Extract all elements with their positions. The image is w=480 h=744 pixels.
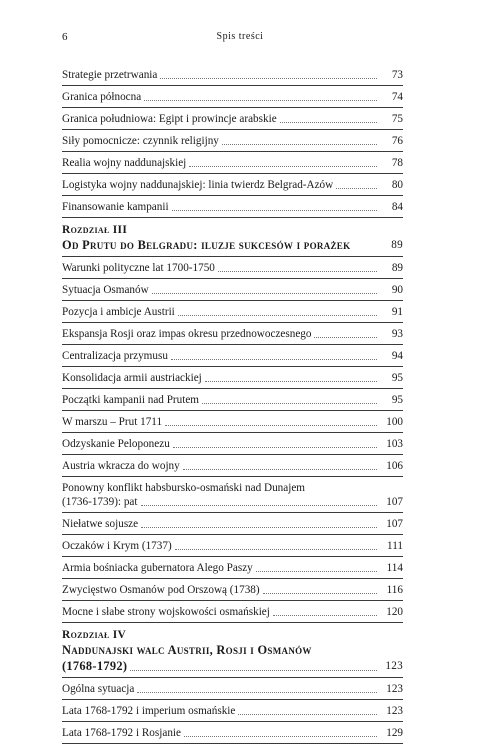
- toc-entry-title: Strategie przetrwania: [62, 69, 158, 81]
- dot-leader: [256, 571, 377, 572]
- dot-leader: [314, 337, 377, 338]
- chapter-heading-3: [62, 218, 403, 257]
- dot-leader: [280, 122, 377, 123]
- chapter-title-row: [62, 237, 403, 253]
- dot-leader: [218, 271, 377, 272]
- toc-entry: [62, 64, 403, 86]
- toc-entry-title: Realia wojny naddunajskiej: [62, 157, 187, 169]
- toc-entry-title: Granica południowa: Egipt i prowincje arabskie: [62, 113, 277, 125]
- toc-entry-page: 94: [391, 350, 403, 362]
- dot-leader: [205, 381, 377, 382]
- toc-entry-page: 107: [386, 518, 403, 530]
- toc-entry-page: 116: [386, 584, 403, 596]
- toc-section-2b: [62, 513, 403, 623]
- toc-entry-title: Konsolidacja armii austriackiej: [62, 372, 202, 384]
- toc-entry-page: 89: [391, 262, 403, 274]
- toc-entry-title: Oczaków i Krym (1737): [62, 540, 172, 552]
- chapter-label: Rozdział III: [62, 224, 128, 236]
- toc-entry-title: Warunki polityczne lat 1700-1750: [62, 262, 215, 274]
- toc-entry-page: 103: [386, 438, 403, 450]
- toc-entry-title: Finansowanie kampanii: [62, 201, 169, 213]
- toc-entry-page: 90: [391, 284, 403, 296]
- toc-entry: [62, 152, 403, 174]
- toc-entry-title: Lata 1768-1792 i Rosjanie: [62, 727, 181, 739]
- toc-entry: [62, 86, 403, 108]
- toc-entry: [62, 279, 403, 301]
- toc-entry-title: Siły pomocnicze: czynnik religijny: [62, 135, 219, 147]
- dot-leader: [202, 403, 377, 404]
- toc-entry-page: 91: [391, 306, 403, 318]
- toc-entry-title: Niełatwe sojusze: [62, 518, 139, 530]
- toc-entry-page: 100: [386, 416, 403, 428]
- page-header: [0, 31, 480, 47]
- dot-leader: [175, 549, 377, 550]
- toc-entry-page: 120: [386, 606, 403, 618]
- dot-leader: [183, 469, 377, 470]
- toc-entry-title: Ponowny konflikt habsbursko-osmański nad Dunajem: [62, 482, 305, 494]
- toc-entry: [62, 411, 403, 433]
- toc-entry: [62, 535, 403, 557]
- toc-entry-title: Logistyka wojny naddunajskiej: linia twierdz Belgrad-Azów: [62, 179, 334, 191]
- chapter-title: Naddunajski walc Austrii, Rosji i Osmanów: [62, 643, 312, 657]
- toc-entry: [62, 389, 403, 411]
- toc-entry-title: Austria wkracza do wojny: [62, 460, 180, 472]
- dot-leader: [178, 315, 377, 316]
- toc-entry-title: Ogólna sytuacja: [62, 683, 135, 695]
- toc-entry: [62, 433, 403, 455]
- toc-entry-title-cont: (1736-1739): pat: [62, 496, 138, 508]
- chapter-heading-4: [62, 623, 403, 678]
- dot-leader: [238, 714, 377, 715]
- toc-entry: [62, 455, 403, 477]
- dot-leader: [165, 425, 377, 426]
- toc-entry: [62, 557, 403, 579]
- toc-entry-page: 73: [391, 69, 403, 81]
- toc-entry-title: Granica północna: [62, 91, 142, 103]
- toc-entry: [62, 323, 403, 345]
- chapter-label: Rozdział IV: [62, 629, 127, 641]
- toc-entry: [62, 345, 403, 367]
- toc-entry-title: Ekspansja Rosji oraz impas okresu przednowoczesnego: [62, 328, 312, 340]
- toc-entry-title: W marszu – Prut 1711: [62, 416, 163, 428]
- toc-entry-page: 76: [391, 135, 403, 147]
- toc-entry-title: Mocne i słabe strony wojskowości osmańskiej: [62, 606, 270, 618]
- dot-leader: [141, 505, 378, 506]
- chapter-title-row-2: [62, 658, 403, 674]
- dot-leader: [137, 692, 377, 693]
- running-head: Spis treści: [216, 31, 264, 42]
- toc-entry-page: 107: [386, 496, 403, 508]
- dot-leader: [130, 670, 377, 671]
- dot-leader: [173, 447, 377, 448]
- toc-entry: [62, 700, 403, 722]
- page-number: 6: [62, 31, 68, 43]
- chapter-page: 123: [385, 660, 403, 672]
- dot-leader: [172, 210, 377, 211]
- toc-entry-title: Odzyskanie Peloponezu: [62, 438, 170, 450]
- toc-entry-title: Pozycja i ambicje Austrii: [62, 306, 175, 318]
- dot-leader: [184, 736, 377, 737]
- toc-entry-page: 80: [391, 179, 403, 191]
- toc-entry-page: 114: [386, 562, 403, 574]
- dot-leader: [222, 144, 377, 145]
- dot-leader: [141, 527, 377, 528]
- toc-entry-page: 75: [391, 113, 403, 125]
- toc-entry-page: 84: [391, 201, 403, 213]
- toc-entry-page: 123: [386, 683, 403, 695]
- toc-entry: [62, 301, 403, 323]
- chapter-title-row: [62, 642, 403, 658]
- toc-entry-page: 123: [386, 705, 403, 717]
- toc-entry: [62, 722, 403, 744]
- toc-section-2a: [62, 257, 403, 477]
- toc-entry-page: 106: [386, 460, 403, 472]
- toc-entry: [62, 367, 403, 389]
- toc-entry-page: 129: [386, 727, 403, 739]
- dot-leader: [336, 188, 377, 189]
- toc-section-3: [62, 678, 403, 744]
- toc-section-1: [62, 64, 403, 218]
- toc-entry: [62, 108, 403, 130]
- toc-entry-page: 111: [387, 540, 403, 552]
- toc-entry: [62, 130, 403, 152]
- toc-entry-page: 95: [391, 394, 403, 406]
- dot-leader: [273, 615, 377, 616]
- dot-leader: [171, 359, 377, 360]
- toc-entry-title: Początki kampanii nad Prutem: [62, 394, 200, 406]
- toc-entry: [62, 601, 403, 623]
- toc-entry-page: 74: [391, 91, 403, 103]
- chapter-title: Od Prutu do Belgradu: iluzje sukcesów i porażek: [62, 238, 351, 252]
- toc-entry: [62, 477, 403, 513]
- toc-entry-title: Sytuacja Osmanów: [62, 284, 149, 296]
- toc-entry: [62, 257, 403, 279]
- toc-entry: [62, 196, 403, 218]
- toc-entry: [62, 579, 403, 601]
- dot-leader: [160, 78, 377, 79]
- dot-leader: [263, 593, 377, 594]
- toc-entry-page: 78: [391, 157, 403, 169]
- toc-entry-title: Zwycięstwo Osmanów pod Orszową (1738): [62, 584, 260, 596]
- dot-leader: [189, 166, 377, 167]
- toc-entry-page: 95: [391, 372, 403, 384]
- toc-entry: [62, 174, 403, 196]
- dot-leader: [152, 293, 377, 294]
- toc-entry-page: 93: [391, 328, 403, 340]
- toc-entry: [62, 513, 403, 535]
- toc-entry: [62, 678, 403, 700]
- dot-leader: [144, 100, 377, 101]
- table-of-contents: [62, 64, 403, 744]
- toc-entry-title: Lata 1768-1792 i imperium osmańskie: [62, 705, 236, 717]
- chapter-page: 89: [391, 239, 403, 251]
- toc-entry-title: Centralizacja przymusu: [62, 350, 168, 362]
- chapter-title-cont: (1768-1792): [62, 659, 128, 673]
- toc-entry-title: Armia bośniacka gubernatora Alego Paszy: [62, 562, 253, 574]
